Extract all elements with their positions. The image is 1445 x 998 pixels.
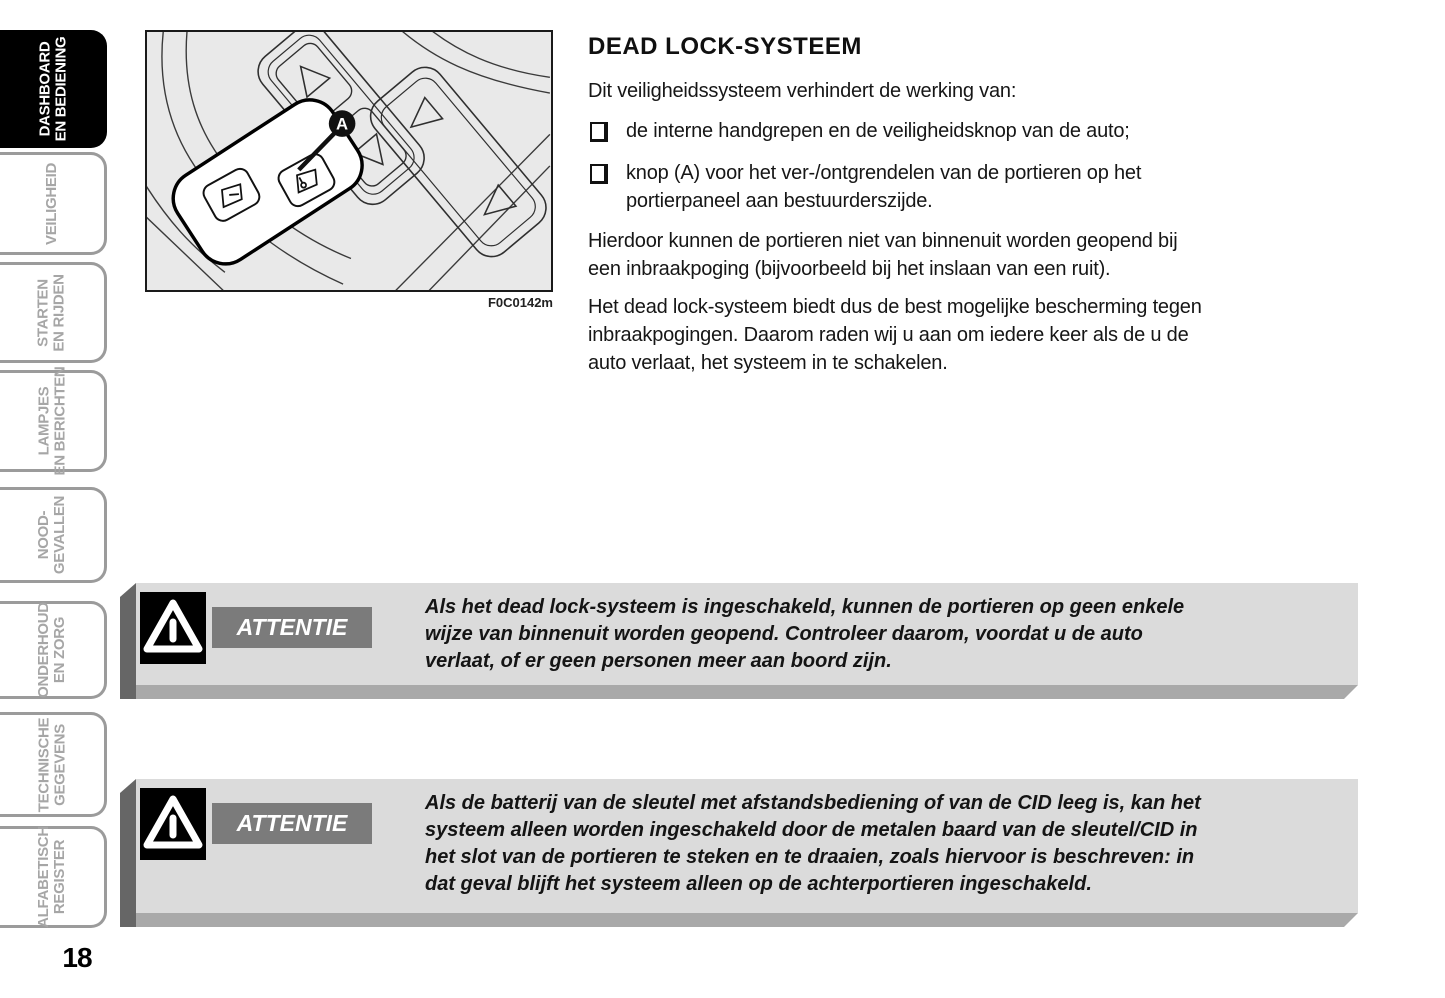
- tab-label-line: LAMPJES: [35, 386, 53, 456]
- sidebar-tab-onderhoud-en-zorg[interactable]: [0, 601, 107, 699]
- tab-label-line: EN ZORG: [50, 616, 68, 684]
- warning-line: verlaat, of er geen personen meer aan boord zijn.: [425, 650, 892, 672]
- bullet-line: de interne handgrepen en de veiligheidsknop van de auto;: [626, 120, 1130, 142]
- warning-line: het slot van de portieren te steken en te draaien, zoals hiervoor is beschreven: in: [425, 846, 1195, 868]
- sidebar-tab-starten-en-rijden[interactable]: [0, 262, 107, 363]
- page-number: 18: [62, 942, 92, 973]
- tab-label-line: GEVALLEN: [50, 495, 68, 575]
- callout-a-label: A: [336, 114, 349, 134]
- warning-box: [120, 583, 1358, 699]
- paragraph-line: auto verlaat, het systeem in te schakelen.: [588, 352, 948, 374]
- tab-label-line: EN RIJDEN: [50, 273, 68, 352]
- sidebar-tab-lampjes-en-berichten[interactable]: [0, 366, 107, 476]
- sidebar-tab-label: [36, 367, 68, 476]
- bullet-line: knop (A) voor het ver-/ontgrendelen van de portieren op het: [626, 162, 1142, 184]
- figure-caption: F0C0142m: [487, 295, 553, 310]
- paragraph-line: inbraakpogingen. Daarom raden wij u aan om iedere keer als de u de: [588, 324, 1189, 346]
- page-title: DEAD LOCK-SYSTEEM: [588, 33, 862, 60]
- warning-text: [425, 594, 1360, 675]
- sidebar-tab-noodgevallen[interactable]: [0, 487, 107, 583]
- warning-triangle-icon: [140, 592, 206, 664]
- sidebar-tab-label: [44, 162, 60, 244]
- tab-label-line: ONDERHOUD: [34, 602, 52, 698]
- sidebar-tab-label: [36, 826, 68, 928]
- sidebar-tab-technische-gegevens[interactable]: [0, 712, 107, 817]
- sidebar-tab-label: [36, 717, 68, 812]
- door-panel-illustration: [145, 30, 553, 292]
- intro-paragraph: [588, 77, 1016, 105]
- paragraph: [588, 227, 1177, 283]
- warning-box-bottom-bevel: [136, 685, 1358, 699]
- door-panel-drawing: [147, 32, 551, 290]
- tab-label-line: TECHNISCHE: [34, 717, 52, 812]
- sidebar-tab-alfabetisch-register[interactable]: [0, 826, 107, 928]
- sidebar-tab-dashboard-en-bediening[interactable]: [0, 30, 107, 148]
- paragraph: [588, 293, 1202, 377]
- bullet-item: [588, 117, 1130, 145]
- attention-label: ATTENTIE: [212, 607, 372, 648]
- sidebar-tab-label: [36, 274, 68, 351]
- warning-line: wijze van binnenuit worden geopend. Controleer daarom, voordat u de auto: [425, 623, 1143, 645]
- tab-label-line: EN BERICHTEN: [51, 366, 69, 476]
- warning-box-bottom-bevel: [136, 913, 1358, 927]
- paragraph-line: Hierdoor kunnen de portieren niet van binnenuit worden geopend bij: [588, 230, 1178, 252]
- warning-line: Als het dead lock-systeem is ingeschakeld, kunnen de portieren op geen enkele: [425, 596, 1185, 618]
- warning-line: systeem alleen worden ingeschakeld door de metalen baard van de sleutel/CID in: [425, 819, 1198, 841]
- bullet-line: portierpaneel aan bestuurderszijde.: [626, 190, 933, 212]
- tab-label-line: STARTEN: [34, 278, 52, 347]
- tab-label-line: NOOD-: [34, 510, 52, 560]
- warning-box-left-bevel: [120, 583, 136, 699]
- warning-text: [425, 790, 1360, 898]
- bullet-square-icon: [590, 122, 608, 142]
- bullet-item: [588, 159, 1141, 215]
- tab-label-line: REGISTER: [50, 839, 68, 915]
- tab-label-line: VEILIGHEID: [42, 162, 60, 245]
- attention-label: ATTENTIE: [212, 803, 372, 844]
- tab-label-line: ALFABETISCH: [34, 826, 52, 928]
- bullet-square-icon: [590, 164, 608, 184]
- tab-label-line: EN BEDIENING: [52, 36, 70, 142]
- paragraph-line: een inbraakpoging (bijvoorbeeld bij het inslaan van een ruit).: [588, 258, 1111, 280]
- warning-line: dat geval blijft het systeem alleen op de achterportieren ingeschakeld.: [425, 873, 1092, 895]
- sidebar-tab-label: [38, 37, 70, 142]
- tab-label-line: DASHBOARD: [36, 41, 54, 137]
- tab-label-line: GEGEVENS: [50, 723, 68, 806]
- warning-box-left-bevel: [120, 779, 136, 927]
- paragraph-line: Het dead lock-systeem biedt dus de best mogelijke bescherming tegen: [588, 296, 1202, 318]
- sidebar-tab-label: [36, 602, 68, 698]
- warning-box: [120, 779, 1358, 927]
- warning-triangle-icon: [140, 788, 206, 860]
- warning-line: Als de batterij van de sleutel met afstandsbediening of van de CID leeg is, kan het: [425, 792, 1201, 814]
- paragraph-line: Dit veiligheidssysteem verhindert de werking van:: [588, 80, 1017, 102]
- sidebar-tab-label: [36, 496, 68, 574]
- sidebar-tab-veiligheid[interactable]: [0, 152, 107, 255]
